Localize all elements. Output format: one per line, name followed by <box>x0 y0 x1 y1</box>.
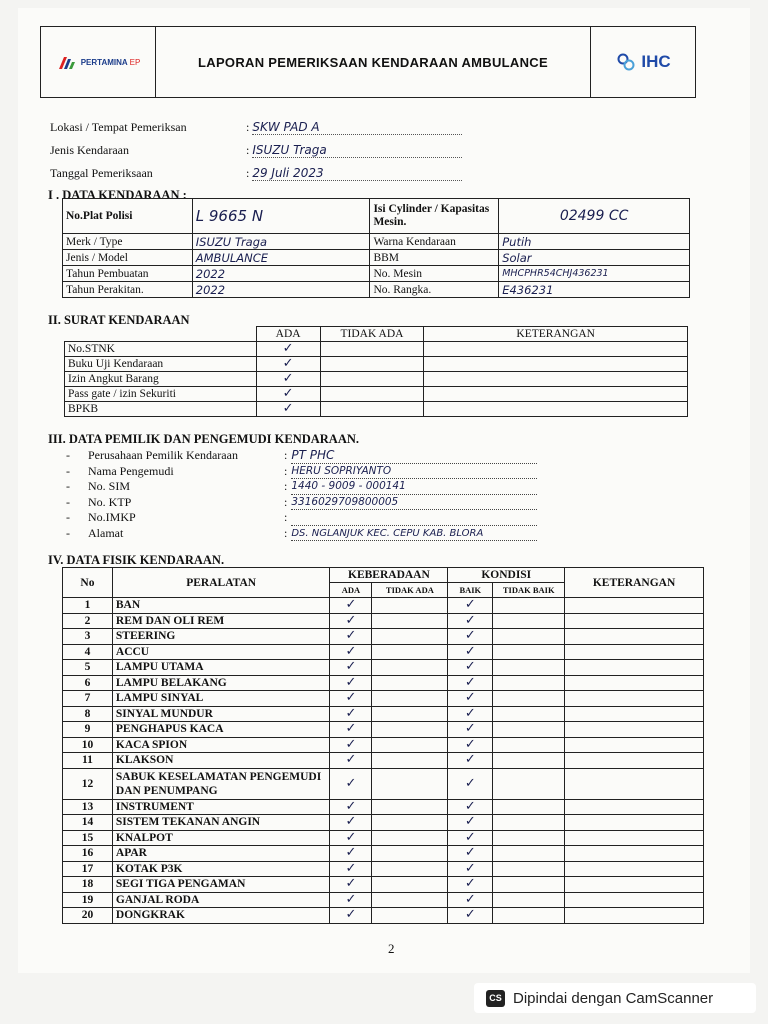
list-item: - No. SIM : 1440 - 9009 - 000141 <box>66 479 537 495</box>
plate-label: No.Plat Polisi <box>63 199 193 234</box>
col-keberadaan: KEBERADAAN <box>330 568 448 583</box>
list-item: - Alamat : DS. NGLANJUK KEC. CEPU KAB. BLORA <box>66 526 537 542</box>
plate-value: L 9665 N <box>192 199 370 234</box>
table-row: 19 GANJAL RODA ✓ ✓ <box>63 892 704 908</box>
camscanner-watermark <box>474 983 756 1013</box>
col-ada: ADA <box>256 327 320 342</box>
table-row: Izin Angkut Barang ✓ <box>65 372 688 387</box>
vehicle-data-table <box>62 198 690 298</box>
list-item: - Nama Pengemudi : HERU SOPRIYANTO <box>66 464 537 480</box>
cylinder-value: 02499 CC <box>499 199 690 234</box>
page-number: 2 <box>388 941 395 956</box>
table-row: 18 SEGI TIGA PENGAMAN ✓ ✓ <box>63 877 704 893</box>
info-date-value: 29 Juli 2023 <box>252 166 462 181</box>
table-row: 20 DONGKRAK ✓ ✓ <box>63 908 704 924</box>
table-row: Pass gate / izin Sekuriti ✓ <box>65 387 688 402</box>
info-vehicle-type-value: ISUZU Traga <box>252 143 462 158</box>
documents-table <box>64 326 688 417</box>
table-row: 14 SISTEM TEKANAN ANGIN ✓ ✓ <box>63 815 704 831</box>
info-location: Lokasi / Tempat Pemeriksan : SKW PAD A <box>50 120 462 135</box>
ihc-logo-icon <box>615 51 637 73</box>
section3-title: III. DATA PEMILIK DAN PENGEMUDI KENDARAAN. <box>48 432 360 446</box>
table-row: 10 KACA SPION ✓ ✓ <box>63 737 704 753</box>
info-vehicle-type: Jenis Kendaraan : ISUZU Traga <box>50 143 462 158</box>
col-ada: ADA <box>330 583 372 598</box>
table-row: 3 STEERING ✓ ✓ <box>63 629 704 645</box>
info-location-value: SKW PAD A <box>252 120 462 135</box>
owner-driver-list <box>66 448 537 541</box>
col-tidak-baik: TIDAK BAIK <box>493 583 565 598</box>
list-item: - Perusahaan Pemilik Kendaraan : PT PHC <box>66 448 537 464</box>
pertamina-logo-icon <box>56 53 78 71</box>
table-row: BPKB ✓ <box>65 402 688 417</box>
table-row: 1 BAN ✓ ✓ <box>63 598 704 614</box>
section1-title: I . DATA KENDARAAN : <box>48 188 187 202</box>
col-keterangan: KETERANGAN <box>424 327 688 342</box>
pertamina-logo-suffix: EP <box>129 57 141 67</box>
table-row: 7 LAMPU SINYAL ✓ ✓ <box>63 691 704 707</box>
section2-title: II. SURAT KENDARAAN <box>48 313 190 327</box>
physical-data-body <box>63 598 704 924</box>
table-row: Tahun Pembuatan 2022 No. Mesin MHCPHR54CHJ436231 <box>63 266 690 282</box>
col-tidak-ada: TIDAK ADA <box>320 327 424 342</box>
ihc-logo-text: IHC <box>641 52 671 71</box>
table-row: 17 KOTAK P3K ✓ ✓ <box>63 861 704 877</box>
table-row: No.STNK ✓ <box>65 342 688 357</box>
cylinder-label: Isi Cylinder / Kapasitas Mesin. <box>370 199 499 234</box>
col-baik: BAIK <box>448 583 493 598</box>
section4-title: IV. DATA FISIK KENDARAAN. <box>48 553 225 567</box>
list-item: - No.IMKP : <box>66 510 537 526</box>
table-row: 12 SABUK KESELAMATAN PENGEMUDI DAN PENUMPANG ✓ ✓ <box>63 768 704 799</box>
table-row: 9 PENGHAPUS KACA ✓ ✓ <box>63 722 704 738</box>
col-tidak-ada: TIDAK ADA <box>372 583 448 598</box>
table-row: 4 ACCU ✓ ✓ <box>63 644 704 660</box>
table-row: 5 LAMPU UTAMA ✓ ✓ <box>63 660 704 676</box>
col-keterangan: KETERANGAN <box>565 568 704 598</box>
camscanner-icon: CS <box>486 990 505 1007</box>
table-row: Jenis / Model AMBULANCE BBM Solar <box>63 250 690 266</box>
table-row: Merk / Type ISUZU Traga Warna Kendaraan Putih <box>63 234 690 250</box>
document-header <box>40 26 696 98</box>
physical-data-table <box>62 567 704 924</box>
table-row: Buku Uji Kendaraan ✓ <box>65 357 688 372</box>
table-row: 2 REM DAN OLI REM ✓ ✓ <box>63 613 704 629</box>
table-row: 15 KNALPOT ✓ ✓ <box>63 830 704 846</box>
table-row: 13 INSTRUMENT ✓ ✓ <box>63 799 704 815</box>
col-peralatan: PERALATAN <box>112 568 330 598</box>
table-row: 6 LAMPU BELAKANG ✓ ✓ <box>63 675 704 691</box>
table-row: 16 APAR ✓ ✓ <box>63 846 704 862</box>
col-kondisi: KONDISI <box>448 568 565 583</box>
list-item: - No. KTP : 3316029709800005 <box>66 495 537 511</box>
camscanner-text: Dipindai dengan CamScanner <box>513 989 714 1007</box>
col-no: No <box>63 568 113 598</box>
table-row: 8 SINYAL MUNDUR ✓ ✓ <box>63 706 704 722</box>
pertamina-logo <box>41 27 156 97</box>
pertamina-logo-text: PERTAMINA <box>80 57 128 67</box>
table-row: 11 KLAKSON ✓ ✓ <box>63 753 704 769</box>
info-date: Tanggal Pemeriksaan : 29 Juli 2023 <box>50 166 462 181</box>
table-row: Tahun Perakitan. 2022 No. Rangka. E436231 <box>63 282 690 298</box>
document-title: LAPORAN PEMERIKSAAN KENDARAAN AMBULANCE <box>198 54 548 70</box>
ihc-logo <box>590 27 695 97</box>
